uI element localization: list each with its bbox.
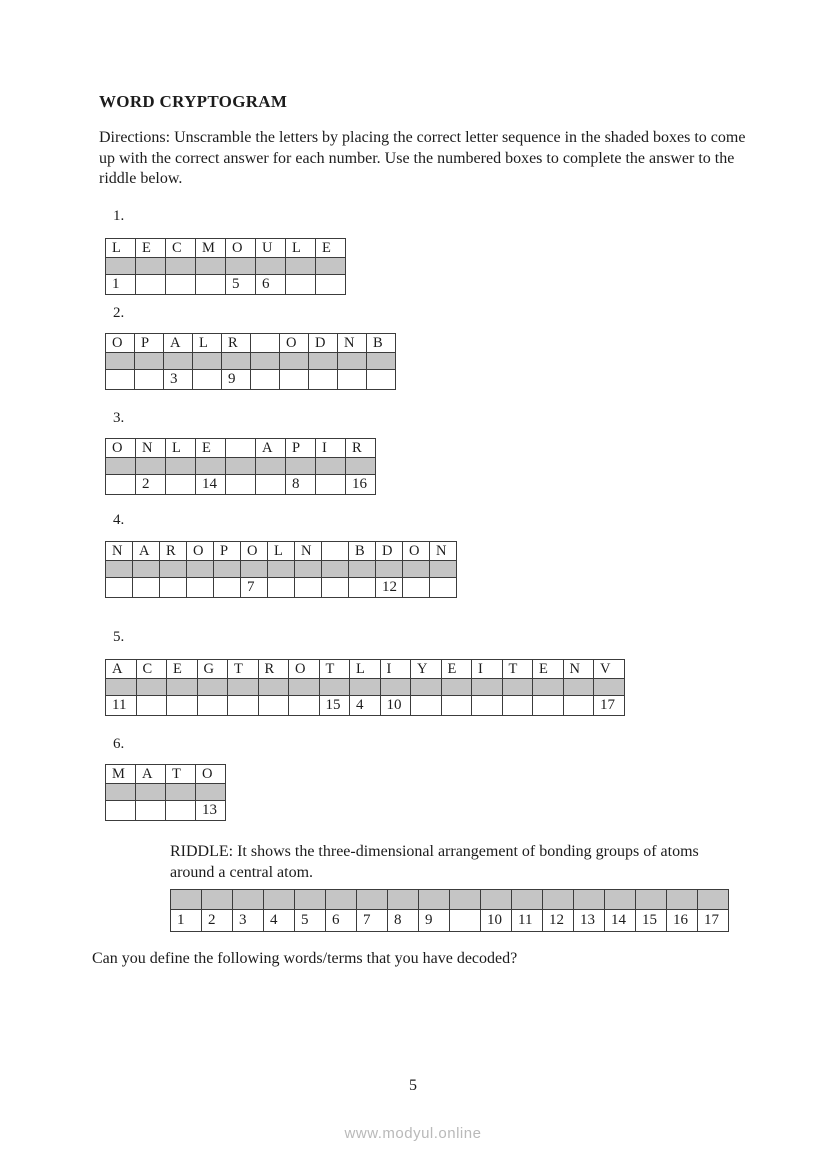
riddle-number-cell: 9: [419, 910, 450, 932]
clue-number-cell: [166, 275, 196, 295]
shaded-answer-cell: [214, 561, 241, 578]
riddle-number-cell: [450, 910, 481, 932]
scrambled-letter-cell: O: [106, 334, 135, 353]
clue-number-cell: 9: [222, 370, 251, 390]
scrambled-letter-cell: O: [403, 542, 430, 561]
clue-number-cell: 8: [286, 475, 316, 495]
scrambled-letter-cell: B: [349, 542, 376, 561]
clue-number-cell: 6: [256, 275, 286, 295]
puzzle-6-label: 6.: [113, 736, 125, 752]
shaded-answer-cell: [196, 458, 226, 475]
scrambled-letter-cell: A: [106, 660, 137, 679]
scrambled-letter-cell: I: [380, 660, 411, 679]
scrambled-letter-cell: O: [106, 439, 136, 458]
scrambled-letter-cell: T: [319, 660, 350, 679]
clue-number-cell: 7: [241, 578, 268, 598]
shaded-answer-cell: [226, 258, 256, 275]
riddle-number-cell: 6: [326, 910, 357, 932]
shaded-answer-cell: [309, 353, 338, 370]
shaded-answer-cell: [316, 458, 346, 475]
shaded-answer-cell: [241, 561, 268, 578]
shaded-answer-cell: [286, 458, 316, 475]
clue-number-cell: [403, 578, 430, 598]
shaded-answer-cell: [106, 258, 136, 275]
scrambled-letter-cell: L: [286, 239, 316, 258]
scrambled-letter-cell: O: [187, 542, 214, 561]
riddle-number-cell: 17: [698, 910, 729, 932]
puzzle-3-table: [105, 438, 376, 495]
riddle-shaded-cell: [574, 890, 605, 910]
clue-number-cell: [197, 696, 228, 716]
shaded-answer-cell: [367, 353, 396, 370]
clue-number-cell: [411, 696, 442, 716]
scrambled-letter-cell: G: [197, 660, 228, 679]
shaded-answer-cell: [106, 458, 136, 475]
riddle-shaded-cell: [543, 890, 574, 910]
shaded-answer-cell: [472, 679, 503, 696]
riddle-number-cell: 2: [202, 910, 233, 932]
scrambled-letter-cell: A: [133, 542, 160, 561]
clue-number-cell: [166, 801, 196, 821]
clue-number-cell: [338, 370, 367, 390]
riddle-number-cell: 4: [264, 910, 295, 932]
riddle-shaded-cell: [233, 890, 264, 910]
scrambled-letter-cell: B: [367, 334, 396, 353]
puzzle-2-table: [105, 333, 396, 390]
scrambled-letter-cell: M: [106, 765, 136, 784]
scrambled-letter-cell: O: [196, 765, 226, 784]
scrambled-letter-cell: R: [160, 542, 187, 561]
scrambled-letter-cell: P: [286, 439, 316, 458]
shaded-answer-cell: [106, 561, 133, 578]
clue-number-cell: 5: [226, 275, 256, 295]
scrambled-letter-cell: N: [295, 542, 322, 561]
scrambled-letter-cell: D: [309, 334, 338, 353]
shaded-answer-cell: [316, 258, 346, 275]
riddle-shaded-cell: [326, 890, 357, 910]
clue-number-cell: [193, 370, 222, 390]
shaded-answer-cell: [136, 679, 167, 696]
shaded-answer-cell: [338, 353, 367, 370]
shaded-answer-cell: [430, 561, 457, 578]
shaded-answer-cell: [106, 679, 137, 696]
clue-number-cell: [228, 696, 259, 716]
directions-text: Directions: Unscramble the letters by placing the correct letter sequence in the shaded boxes to come up with the correct answer for each number. Use the numbered boxes to complete the answer to the riddle below.: [99, 129, 746, 187]
shaded-answer-cell: [106, 353, 135, 370]
riddle-shaded-cell: [357, 890, 388, 910]
puzzle-4-table: [105, 541, 457, 598]
puzzle-5-table: [105, 659, 625, 716]
riddle-number-cell: 3: [233, 910, 264, 932]
shaded-answer-cell: [136, 784, 166, 801]
riddle-shaded-cell: [202, 890, 233, 910]
clue-number-cell: 1: [106, 275, 136, 295]
shaded-answer-cell: [533, 679, 564, 696]
page-title: WORD CRYPTOGRAM: [99, 92, 288, 111]
shaded-answer-cell: [133, 561, 160, 578]
clue-number-cell: [268, 578, 295, 598]
clue-number-cell: [135, 370, 164, 390]
scrambled-letter-cell: O: [226, 239, 256, 258]
scrambled-letter-cell: A: [256, 439, 286, 458]
scrambled-letter-cell: L: [166, 439, 196, 458]
shaded-answer-cell: [187, 561, 214, 578]
watermark-text: www.modyul.online: [344, 1125, 482, 1142]
shaded-answer-cell: [322, 561, 349, 578]
shaded-answer-cell: [286, 258, 316, 275]
clue-number-cell: 15: [319, 696, 350, 716]
clue-number-cell: [256, 475, 286, 495]
shaded-answer-cell: [319, 679, 350, 696]
scrambled-letter-cell: E: [136, 239, 166, 258]
scrambled-letter-cell: [226, 439, 256, 458]
riddle-shaded-cell: [419, 890, 450, 910]
scrambled-letter-cell: R: [346, 439, 376, 458]
scrambled-letter-cell: Y: [411, 660, 442, 679]
clue-number-cell: [563, 696, 594, 716]
scrambled-letter-cell: L: [268, 542, 295, 561]
scrambled-letter-cell: N: [136, 439, 166, 458]
clue-number-cell: [316, 475, 346, 495]
riddle-shaded-cell: [512, 890, 543, 910]
scrambled-letter-cell: R: [222, 334, 251, 353]
clue-number-cell: 4: [350, 696, 381, 716]
riddle-number-cell: 5: [295, 910, 326, 932]
puzzle-1-label: 1.: [113, 208, 125, 224]
clue-number-cell: 16: [346, 475, 376, 495]
clue-number-cell: [167, 696, 198, 716]
shaded-answer-cell: [251, 353, 280, 370]
clue-number-cell: 10: [380, 696, 411, 716]
shaded-answer-cell: [376, 561, 403, 578]
riddle-number-cell: 10: [481, 910, 512, 932]
riddle-number-cell: 15: [636, 910, 667, 932]
scrambled-letter-cell: L: [106, 239, 136, 258]
clue-number-cell: [430, 578, 457, 598]
clue-number-cell: [502, 696, 533, 716]
scrambled-letter-cell: N: [338, 334, 367, 353]
shaded-answer-cell: [403, 561, 430, 578]
shaded-answer-cell: [256, 458, 286, 475]
clue-number-cell: [106, 578, 133, 598]
clue-number-cell: [533, 696, 564, 716]
riddle-number-cell: 13: [574, 910, 605, 932]
riddle-number-cell: 1: [171, 910, 202, 932]
clue-number-cell: [441, 696, 472, 716]
clue-number-cell: [106, 475, 136, 495]
shaded-answer-cell: [349, 561, 376, 578]
scrambled-letter-cell: O: [289, 660, 320, 679]
clue-number-cell: [136, 696, 167, 716]
page-number: 5: [409, 1077, 417, 1094]
riddle-shaded-cell: [295, 890, 326, 910]
scrambled-letter-cell: O: [241, 542, 268, 561]
shaded-answer-cell: [280, 353, 309, 370]
riddle-shaded-cell: [388, 890, 419, 910]
scrambled-letter-cell: T: [228, 660, 259, 679]
clue-number-cell: [196, 275, 226, 295]
shaded-answer-cell: [502, 679, 533, 696]
riddle-shaded-cell: [698, 890, 729, 910]
scrambled-letter-cell: R: [258, 660, 289, 679]
scrambled-letter-cell: U: [256, 239, 286, 258]
puzzle-3-label: 3.: [113, 410, 125, 426]
shaded-answer-cell: [135, 353, 164, 370]
scrambled-letter-cell: I: [316, 439, 346, 458]
clue-number-cell: [251, 370, 280, 390]
clue-number-cell: 3: [164, 370, 193, 390]
shaded-answer-cell: [164, 353, 193, 370]
shaded-answer-cell: [380, 679, 411, 696]
clue-number-cell: [295, 578, 322, 598]
scrambled-letter-cell: T: [502, 660, 533, 679]
riddle-text: RIDDLE: It shows the three-dimensional arrangement of bonding groups of atoms around a central atom.: [170, 843, 699, 881]
scrambled-letter-cell: E: [316, 239, 346, 258]
shaded-answer-cell: [594, 679, 625, 696]
scrambled-letter-cell: P: [135, 334, 164, 353]
puzzle-4-label: 4.: [113, 512, 125, 528]
scrambled-letter-cell: E: [533, 660, 564, 679]
clue-number-cell: [349, 578, 376, 598]
clue-number-cell: [472, 696, 503, 716]
riddle-shaded-cell: [667, 890, 698, 910]
clue-number-cell: [214, 578, 241, 598]
clue-number-cell: [367, 370, 396, 390]
clue-number-cell: [322, 578, 349, 598]
clue-number-cell: 2: [136, 475, 166, 495]
clue-number-cell: 17: [594, 696, 625, 716]
clue-number-cell: 12: [376, 578, 403, 598]
definition-question: Can you define the following words/terms that you have decoded?: [92, 950, 518, 967]
clue-number-cell: [160, 578, 187, 598]
shaded-answer-cell: [563, 679, 594, 696]
clue-number-cell: [166, 475, 196, 495]
shaded-answer-cell: [160, 561, 187, 578]
scrambled-letter-cell: N: [563, 660, 594, 679]
scrambled-letter-cell: L: [193, 334, 222, 353]
riddle-shaded-cell: [481, 890, 512, 910]
shaded-answer-cell: [295, 561, 322, 578]
puzzle-2-label: 2.: [113, 305, 125, 321]
shaded-answer-cell: [106, 784, 136, 801]
riddle-number-cell: 12: [543, 910, 574, 932]
clue-number-cell: [289, 696, 320, 716]
scrambled-letter-cell: L: [350, 660, 381, 679]
shaded-answer-cell: [166, 258, 196, 275]
scrambled-letter-cell: A: [164, 334, 193, 353]
shaded-answer-cell: [258, 679, 289, 696]
scrambled-letter-cell: D: [376, 542, 403, 561]
clue-number-cell: [136, 275, 166, 295]
clue-number-cell: 11: [106, 696, 137, 716]
clue-number-cell: 14: [196, 475, 226, 495]
riddle-number-cell: 11: [512, 910, 543, 932]
riddle-shaded-cell: [636, 890, 667, 910]
riddle-number-cell: 14: [605, 910, 636, 932]
shaded-answer-cell: [441, 679, 472, 696]
shaded-answer-cell: [196, 258, 226, 275]
riddle-shaded-cell: [171, 890, 202, 910]
shaded-answer-cell: [228, 679, 259, 696]
shaded-answer-cell: [222, 353, 251, 370]
clue-number-cell: [187, 578, 214, 598]
clue-number-cell: [106, 370, 135, 390]
scrambled-letter-cell: T: [166, 765, 196, 784]
shaded-answer-cell: [226, 458, 256, 475]
shaded-answer-cell: [136, 258, 166, 275]
scrambled-letter-cell: E: [196, 439, 226, 458]
scrambled-letter-cell: [322, 542, 349, 561]
clue-number-cell: [133, 578, 160, 598]
puzzle-5-label: 5.: [113, 629, 125, 645]
scrambled-letter-cell: O: [280, 334, 309, 353]
shaded-answer-cell: [256, 258, 286, 275]
clue-number-cell: [286, 275, 316, 295]
riddle-shaded-cell: [450, 890, 481, 910]
scrambled-letter-cell: E: [441, 660, 472, 679]
scrambled-letter-cell: C: [166, 239, 196, 258]
clue-number-cell: 13: [196, 801, 226, 821]
riddle-number-cell: 7: [357, 910, 388, 932]
scrambled-letter-cell: N: [106, 542, 133, 561]
riddle-shaded-cell: [605, 890, 636, 910]
clue-number-cell: [258, 696, 289, 716]
scrambled-letter-cell: C: [136, 660, 167, 679]
shaded-answer-cell: [193, 353, 222, 370]
shaded-answer-cell: [289, 679, 320, 696]
clue-number-cell: [106, 801, 136, 821]
scrambled-letter-cell: [251, 334, 280, 353]
riddle-answer-table: [170, 889, 729, 932]
shaded-answer-cell: [346, 458, 376, 475]
clue-number-cell: [309, 370, 338, 390]
scrambled-letter-cell: E: [167, 660, 198, 679]
clue-number-cell: [226, 475, 256, 495]
shaded-answer-cell: [268, 561, 295, 578]
shaded-answer-cell: [166, 784, 196, 801]
riddle-shaded-cell: [264, 890, 295, 910]
clue-number-cell: [316, 275, 346, 295]
shaded-answer-cell: [166, 458, 196, 475]
clue-number-cell: [136, 801, 166, 821]
scrambled-letter-cell: A: [136, 765, 166, 784]
shaded-answer-cell: [167, 679, 198, 696]
riddle-number-cell: 16: [667, 910, 698, 932]
scrambled-letter-cell: M: [196, 239, 226, 258]
scrambled-letter-cell: V: [594, 660, 625, 679]
scrambled-letter-cell: I: [472, 660, 503, 679]
riddle-number-cell: 8: [388, 910, 419, 932]
clue-number-cell: [280, 370, 309, 390]
shaded-answer-cell: [197, 679, 228, 696]
shaded-answer-cell: [411, 679, 442, 696]
puzzle-1-table: [105, 238, 346, 295]
shaded-answer-cell: [350, 679, 381, 696]
puzzle-6-table: [105, 764, 226, 821]
scrambled-letter-cell: P: [214, 542, 241, 561]
scrambled-letter-cell: N: [430, 542, 457, 561]
shaded-answer-cell: [196, 784, 226, 801]
shaded-answer-cell: [136, 458, 166, 475]
